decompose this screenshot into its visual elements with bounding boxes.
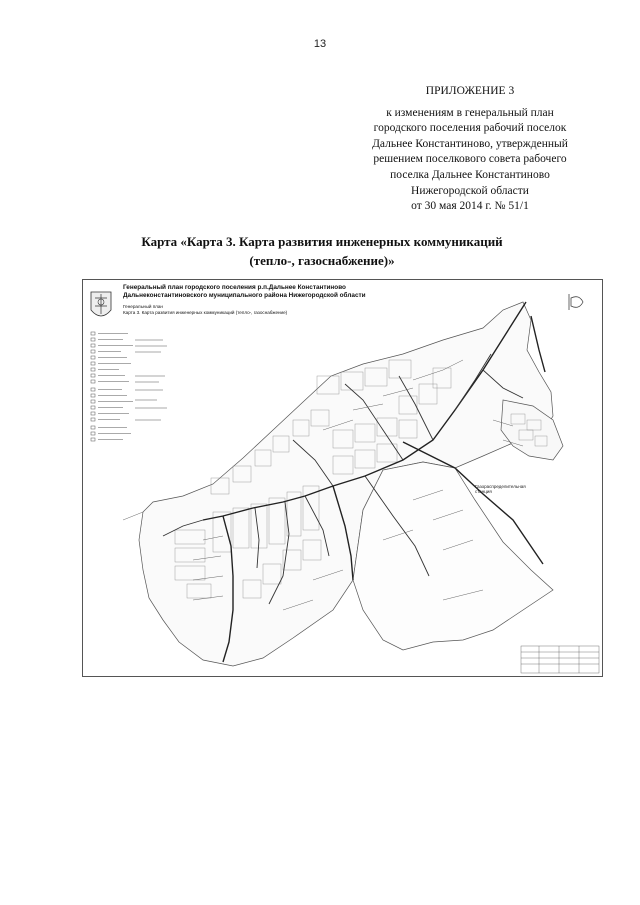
appendix-title: ПРИЛОЖЕНИЕ 3 [425,85,515,97]
map-header-subtitle: Генеральный план [123,304,163,309]
document-title-line: Карта «Карта 3. Карта развития инженерных коммуникаций [141,234,503,249]
map-header [123,284,483,316]
station-label [475,484,526,494]
map-header-subtitle: Карта 3. Карта развития инженерных коммуникаций (тепло-, газоснабжение) [123,310,288,315]
appendix-line: Нижегородской области [411,184,529,197]
document-title-line: (тепло-, газоснабжение)» [249,253,395,268]
map-title-block [521,646,599,673]
map-legend [91,332,167,441]
map-header-title: Дальнеконстантиновского муниципального района Нижегородской области [123,292,366,299]
appendix-line: к изменениям в генеральный план [386,106,554,119]
appendix-line: Дальнее Константиново, утвержденный [372,137,568,150]
station-label-line: Газораспределительная [475,484,526,489]
north-arrow-icon [569,294,583,310]
appendix-line: от 30 мая 2014 г. № 51/1 [411,200,529,213]
station-label-line: станция [475,489,492,494]
document-title [80,232,564,270]
coat-of-arms-icon [91,292,111,316]
appendix-line: решением поселкового совета рабочего [373,153,567,166]
appendix-line: городского поселения рабочий поселок [373,122,567,135]
appendix-line: поселка Дальнее Константиново [390,168,550,181]
appendix-block [350,84,590,215]
map-figure [82,279,603,677]
map-header-title: Генеральный план городского поселения р.п.Дальнее Константиново [123,284,346,291]
map-drawing [83,280,602,676]
page-number: 13 [313,38,327,50]
